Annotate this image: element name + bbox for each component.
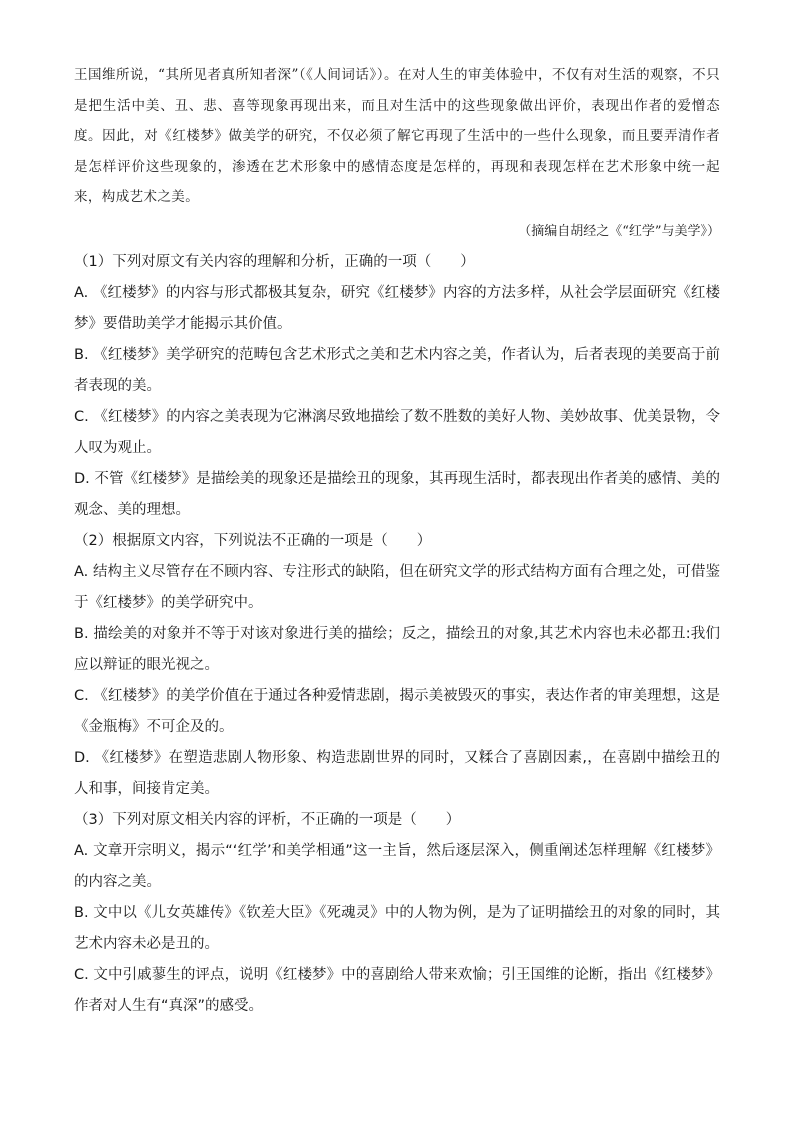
option-a: A. 《红楼梦》的内容与形式都极其复杂，研究《红楼梦》内容的方法多样，从社会学层面研究《红楼梦》要借助美学才能揭示其价值。 — [74, 284, 720, 332]
option-b: B. 《红楼梦》美学研究的范畴包含艺术形式之美和艺术内容之美，作者认为，后者表现的美要高于前者表现的美。 — [74, 346, 720, 394]
option-b: B. 文中以《儿女英雄传》《钦差大臣》《死魂灵》中的人物为例，是为了证明描绘丑的对象的同时，其艺术内容未必是丑的。 — [74, 904, 720, 952]
option-a: A. 结构主义尽管存在不顾内容、专注形式的缺陷，但在研究文学的形式结构方面有合理之处，可借鉴于《红楼梦》的美学研究中。 — [74, 563, 720, 611]
document-page — [74, 60, 720, 1022]
option-c: C. 《红楼梦》的内容之美表现为它淋漓尽致地描绘了数不胜数的美好人物、美妙故事、优美景物，令人叹为观止。 — [74, 408, 720, 456]
option-d: D. 不管《红楼梦》是描绘美的现象还是描绘丑的现象，其再现生活时，都表现出作者美的感情、美的观念、美的理想。 — [74, 470, 720, 518]
passage-source: （摘编自胡经之《“红学”与美学》） — [518, 223, 720, 239]
question-1 — [74, 247, 720, 526]
option-a: A. 文章开宗明义，揭示“‘红学’和美学相通”这一主旨，然后逐层深入，侧重阐述怎样理解《红楼梦》的内容之美。 — [74, 842, 720, 890]
option-c: C. 《红楼梦》的美学价值在于通过各种爱情悲剧，揭示美被毁灭的事实，表达作者的审美理想，这是《金瓶梅》不可企及的。 — [74, 687, 720, 735]
passage-paragraph: 王国维所说，“其所见者真所知者深”（《人间词话》）。在对人生的审美体验中，不仅有对生活的观察，不只是把生活中美、丑、悲、喜等现象再现出来，而且对生活中的这些现象做出评价，表现出作者的爱憎态度。因此，对《红楼梦》做美学的研究，不仅必须了解它再现了生活中的一些什么现象，而且要弄清作者是怎样评价这些现象的，渗透在艺术形象中的感情态度是怎样的，再现和表现怎样在艺术形象中统一起来，构成艺术之美。 — [74, 67, 720, 205]
question-stem: （2）根据原文内容，下列说法不正确的一项是（ ） — [74, 532, 432, 549]
option-b: B. 描绘美的对象并不等于对该对象进行美的描绘；反之，描绘丑的对象,其艺术内容也未必都丑:我们应以辩证的眼光视之。 — [74, 625, 720, 673]
question-stem: （3）下列对原文相关内容的评析，不正确的一项是（ ） — [74, 811, 461, 828]
question-3 — [74, 805, 720, 1022]
question-2 — [74, 526, 720, 805]
option-d: D. 《红楼梦》在塑造悲剧人物形象、构造悲剧世界的同时，又糅合了喜剧因素,，在喜剧中描绘丑的人和事，间接肯定美。 — [74, 749, 720, 797]
option-c: C. 文中引戚蓼生的评点，说明《红楼梦》中的喜剧给人带来欢愉；引王国维的论断，指出《红楼梦》作者对人生有“真深”的感受。 — [74, 966, 720, 1014]
question-stem: （1）下列对原文有关内容的理解和分析，正确的一项（ ） — [74, 253, 475, 270]
